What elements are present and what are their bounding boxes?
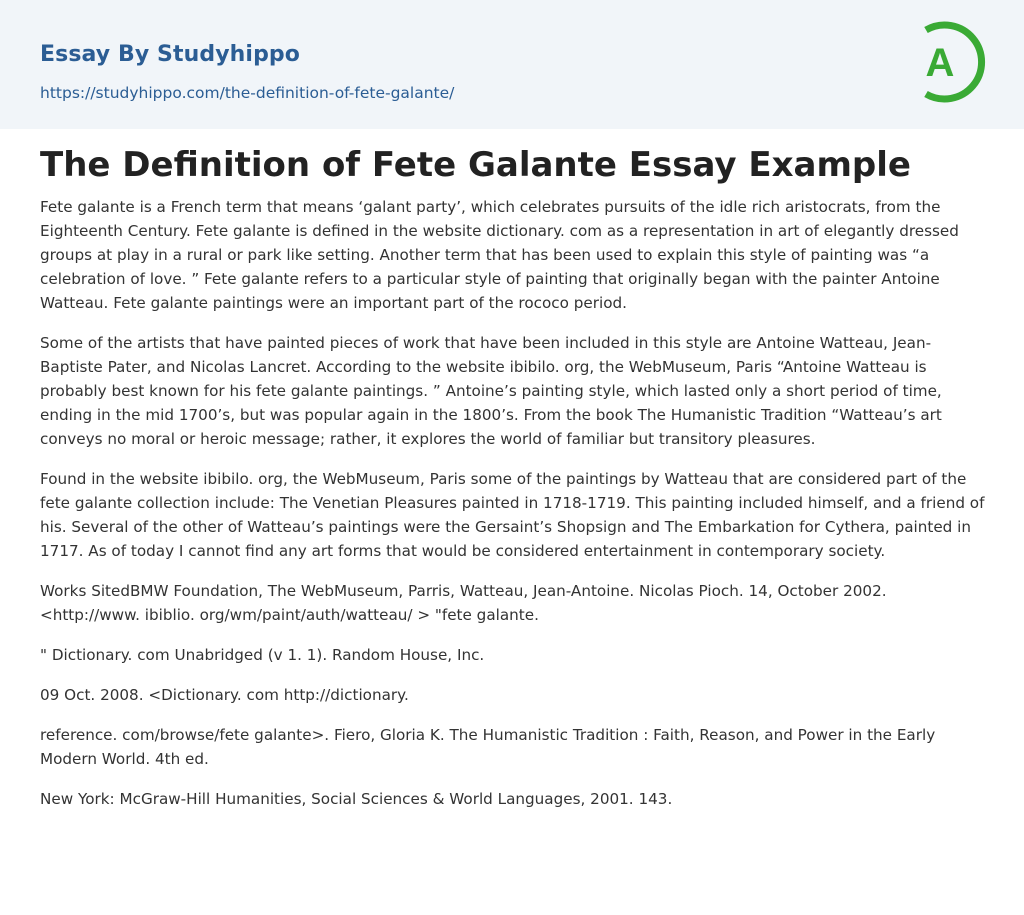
essay-paragraph: Some of the artists that have painted pieces of work that have been included in this style are Antoine Watteau, Jean-Baptiste Pater, and Nicolas Lancret. According to the website ibibilo. org, the WebMuseum, Paris “Antoine Watteau is probably best known for his fete galante paintings. ” Antoine’s painting style, which lasted only a short period of time, ending in the mid 1700’s, but was popular again in the 1800’s. From the book The Humanistic Tradition “Watteau’s art conveys no moral or heroic message; rather, it explores the world of familiar but transitory pleasures. (40, 334, 942, 448)
studyhippo-logo-icon[interactable] (912, 18, 988, 106)
essay-body (40, 195, 986, 827)
works-cited-line: Works SitedBMW Foundation, The WebMuseum, Parris, Watteau, Jean-Antoine. Nicolas Pioch. 14, October 2002. <http://www. ibiblio. org/wm/paint/auth/watteau/ > "fete galante. (40, 582, 887, 624)
page-title: The Definition of Fete Galante Essay Example (40, 145, 911, 185)
works-cited-line: New York: McGraw-Hill Humanities, Social Sciences & World Languages, 2001. 143. (40, 790, 673, 808)
essay-url-link[interactable]: https://studyhippo.com/the-definition-of-fete-galante/ (40, 84, 455, 102)
logo-letter: A (925, 41, 955, 85)
works-cited-line: 09 Oct. 2008. <Dictionary. com http://dictionary. (40, 686, 409, 704)
essay-paragraph: Found in the website ibibilo. org, the WebMuseum, Paris some of the paintings by Watteau that are considered part of the fete galante collection include: The Venetian Pleasures painted in 1718-1719. This painting included himself, and a friend of his. Several of the other of Watteau’s paintings were the Gersaint’s Shopsign and The Embarkation for Cythera, painted in 1717. As of today I cannot find any art forms that would be considered entertainment in contemporary society. (40, 470, 985, 560)
essay-paragraph: Fete galante is a French term that means ‘galant party’, which celebrates pursuits of the idle rich aristocrats, from the Eighteenth Century. Fete galante is defined in the website dictionary. com as a representation in art of elegantly dressed groups at play in a rural or park like setting. Another term that has been used to explain this style of painting was “a celebration of love. ” Fete galante refers to a particular style of painting that originally began with the painter Antoine Watteau. Fete galante paintings were an important part of the rococo period. (40, 198, 959, 312)
works-cited-line: " Dictionary. com Unabridged (v 1. 1). Random House, Inc. (40, 646, 485, 664)
page-header (0, 0, 1024, 129)
site-brand[interactable]: Essay By Studyhippo (40, 42, 300, 67)
works-cited-line: reference. com/browse/fete galante>. Fiero, Gloria K. The Humanistic Tradition : Faith, Reason, and Power in the Early Modern World. 4th ed. (40, 726, 936, 768)
